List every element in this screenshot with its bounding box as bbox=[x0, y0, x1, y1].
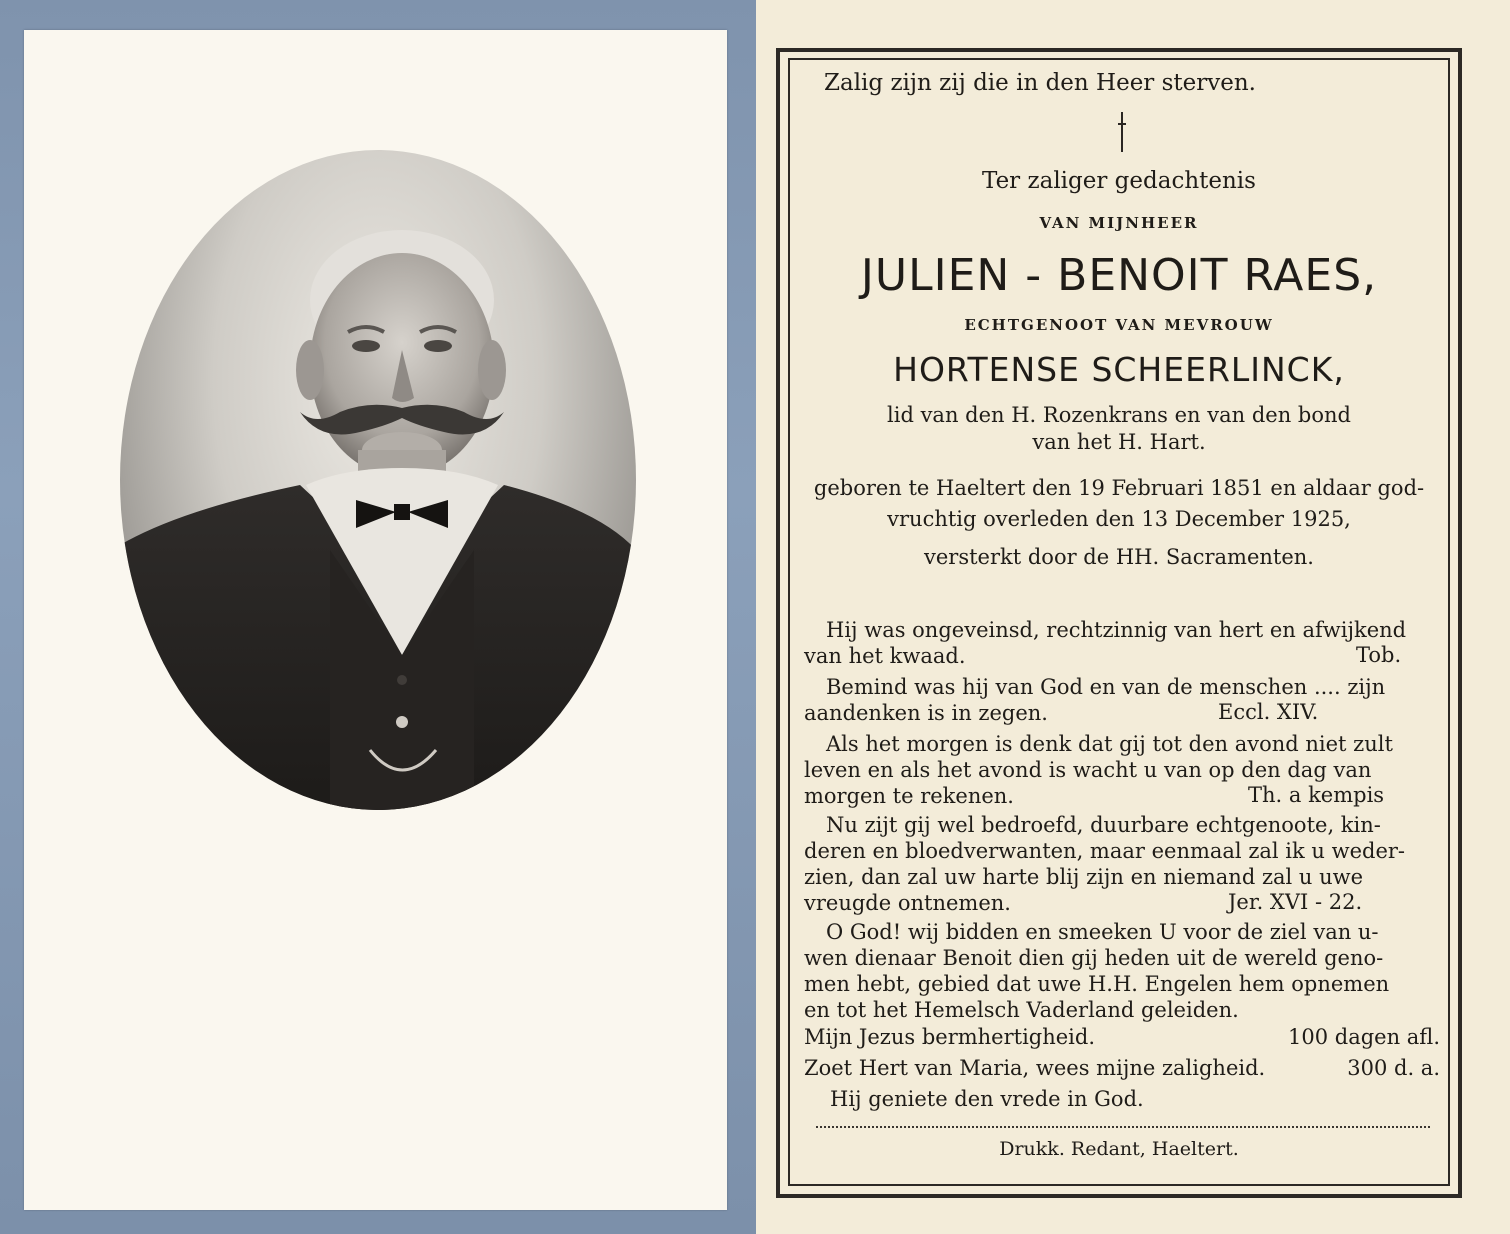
portrait-photo bbox=[120, 150, 636, 810]
indulgence-text: Zoet Hert van Maria, wees mijne zaligheid. bbox=[804, 1056, 1266, 1080]
quote-line: Bemind was hij van God en van de menschen .... zijn bbox=[826, 675, 1386, 699]
photo-card bbox=[24, 30, 727, 1210]
quote-line: vreugde ontnemen. bbox=[804, 891, 1011, 915]
quote-line: morgen te rekenen. bbox=[804, 784, 1014, 808]
quote-line: aandenken is in zegen. bbox=[804, 701, 1048, 725]
closing-line: Hij geniete den vrede in God. bbox=[830, 1087, 1144, 1111]
motto: Zalig zijn zij die in den Heer sterven. bbox=[824, 70, 1256, 96]
dotted-divider bbox=[816, 1126, 1430, 1128]
indulgence-value: 300 d. a. bbox=[1347, 1056, 1440, 1080]
indulgence-row bbox=[804, 1025, 1440, 1049]
spouse-prefix: ECHTGENOOT VAN MEVROUW bbox=[964, 316, 1274, 334]
prayer-line: men hebt, gebied dat uwe H.H. Engelen hem opnemen bbox=[804, 972, 1390, 996]
quote-line: Nu zijt gij wel bedroefd, duurbare echtgenoote, kin- bbox=[826, 813, 1381, 837]
membership-line: lid van den H. Rozenkrans en van den bond bbox=[887, 403, 1351, 427]
quote-source: Eccl. XIV. bbox=[1218, 700, 1319, 724]
membership-line: van het H. Hart. bbox=[1032, 430, 1206, 454]
prayer-line: en tot het Hemelsch Vaderland geleiden. bbox=[804, 998, 1239, 1022]
memorial-heading: Ter zaliger gedachtenis bbox=[982, 168, 1256, 194]
quote-line: van het kwaad. bbox=[804, 644, 966, 668]
death-line: vruchtig overleden den 13 December 1925, bbox=[887, 507, 1351, 531]
quote-source: Tob. bbox=[1356, 643, 1402, 667]
sacraments-line: versterkt door de HH. Sacramenten. bbox=[924, 545, 1314, 569]
quote-line: Als het morgen is denk dat gij tot den avond niet zult bbox=[826, 732, 1393, 756]
indulgence-row bbox=[804, 1056, 1440, 1080]
prayer-paragraph bbox=[804, 919, 1444, 1023]
quote-line: deren en bloedverwanten, maar eenmaal zal ik u weder- bbox=[804, 839, 1406, 863]
quote-source: Jer. XVI - 22. bbox=[1228, 890, 1363, 914]
prayer-line: wen dienaar Benoit dien gij heden uit de wereld geno- bbox=[804, 946, 1384, 970]
quote-line: Hij was ongeveinsd, rechtzinnig van hert en afwijkend bbox=[826, 618, 1407, 642]
quote-source: Th. a kempis bbox=[1248, 783, 1385, 807]
prayer-line: O God! wij bidden en smeeken U voor de ziel van u- bbox=[826, 920, 1379, 944]
printer-imprint: Drukk. Redant, Haeltert. bbox=[999, 1138, 1239, 1160]
indulgence-text: Mijn Jezus bermhertigheid. bbox=[804, 1025, 1096, 1049]
quote-line: leven en als het avond is wacht u van op den dag van bbox=[804, 758, 1372, 782]
spouse-name: HORTENSE SCHEERLINCK, bbox=[893, 350, 1345, 389]
title-prefix: VAN MIJNHEER bbox=[1039, 214, 1199, 232]
deceased-name: JULIEN - BENOIT RAES, bbox=[860, 250, 1378, 301]
cross-icon bbox=[1118, 112, 1126, 152]
quote-line: zien, dan zal uw harte blij zijn en niemand zal u uwe bbox=[804, 865, 1364, 889]
birth-line: geboren te Haeltert den 19 Februari 1851 en aldaar god- bbox=[813, 476, 1425, 500]
quote-paragraph bbox=[804, 674, 1444, 726]
indulgence-value: 100 dagen afl. bbox=[1288, 1025, 1440, 1049]
quote-paragraph bbox=[804, 617, 1444, 669]
